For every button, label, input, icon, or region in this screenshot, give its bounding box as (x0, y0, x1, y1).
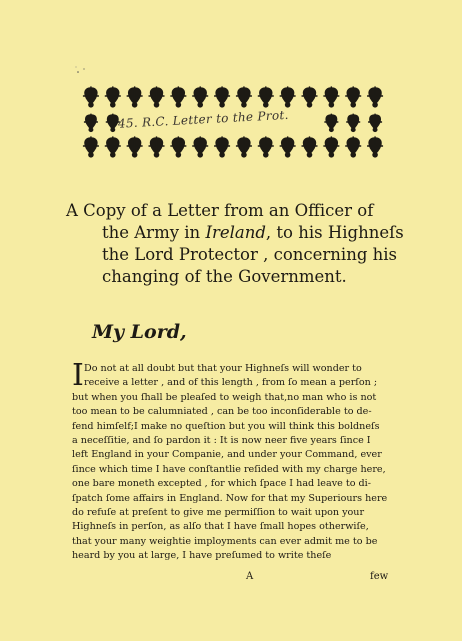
body-line: a neceſſitie, and ſo pardon it : It is now neer five years ſince I (72, 435, 371, 447)
body-line: that your many weightie imployments can ever admit me to be (72, 535, 378, 547)
fleuron (346, 114, 360, 133)
body-line: ſpatch ſome affairs in England. Now for that my Superiours here (72, 492, 388, 504)
fleuron (192, 86, 208, 107)
title-line-1: A Copy of a Letter from an Officer of (66, 201, 374, 220)
title-line-3: the Lord Protector , concerning his (102, 245, 398, 264)
fleuron (258, 86, 274, 107)
fleuron (214, 136, 230, 157)
fleuron (127, 86, 143, 107)
fleuron (83, 136, 99, 157)
fleuron (127, 136, 143, 157)
signature-mark: A (246, 571, 254, 582)
fleuron (258, 136, 274, 157)
body-line: receive a letter , and of this length , from ſo mean a perſon ; (84, 377, 378, 389)
fleuron (302, 136, 318, 157)
document-title (66, 200, 404, 288)
body-line: but when you ſhall be pleaſed to weigh that,no man who is not (72, 391, 377, 403)
fleuron (302, 86, 318, 107)
letter-body (72, 358, 402, 564)
fleuron (83, 86, 99, 107)
handwritten-annotation: 45. R.C. Letter to the Prot. (117, 107, 289, 131)
fleuron (170, 136, 186, 157)
title-place-name: Ireland (205, 223, 266, 242)
fleuron (149, 136, 165, 157)
salutation: My Lord, (92, 321, 187, 343)
fleuron (323, 136, 339, 157)
fleuron (170, 86, 186, 107)
body-line: ſince which time I have conſtantlie reſided with my charge here, (72, 463, 386, 475)
ink-specks (70, 60, 110, 80)
fleuron (345, 136, 361, 157)
catchword: few (370, 571, 389, 582)
body-line: Highneſs in perſon, as alſo that I have ſmall hopes otherwiſe, (72, 521, 369, 533)
fleuron (149, 86, 165, 107)
fleuron (367, 136, 383, 157)
body-line: one bare moneth excepted , for which ſpace I had leave to di- (72, 478, 371, 490)
body-line: fend himſelf;I make no queſtion but you will think this boldneſs (72, 420, 380, 432)
fleuron (105, 136, 121, 157)
fleuron (192, 136, 208, 157)
fleuron (236, 86, 252, 107)
fleuron (214, 86, 230, 107)
title-line-2-c: , to his Highneſs (265, 223, 404, 242)
drop-cap: I (72, 358, 84, 393)
body-line: left England in your Companie, and under your Command, ever (72, 449, 382, 461)
fleuron (105, 86, 121, 107)
fleuron (236, 136, 252, 157)
fleuron (367, 86, 383, 107)
fleuron (280, 136, 296, 157)
title-line-2-a: the Army in (102, 223, 206, 242)
fleuron (368, 114, 382, 133)
title-line-4: changing of the Government. (102, 267, 347, 286)
fleuron (280, 86, 296, 107)
fleuron (84, 114, 98, 133)
body-line: heard by you at large, I have preſumed to write theſe (72, 550, 332, 562)
title-line-2 (102, 222, 404, 244)
body-line: do refuſe at preſent to give me permiſſion to wait upon your (72, 507, 365, 519)
body-line: Do not at all doubt but that your Highneſs will wonder to (84, 363, 362, 374)
fleuron (345, 86, 361, 107)
body-line: too mean to be calumniated , can be too inconſiderable to de- (72, 406, 372, 418)
